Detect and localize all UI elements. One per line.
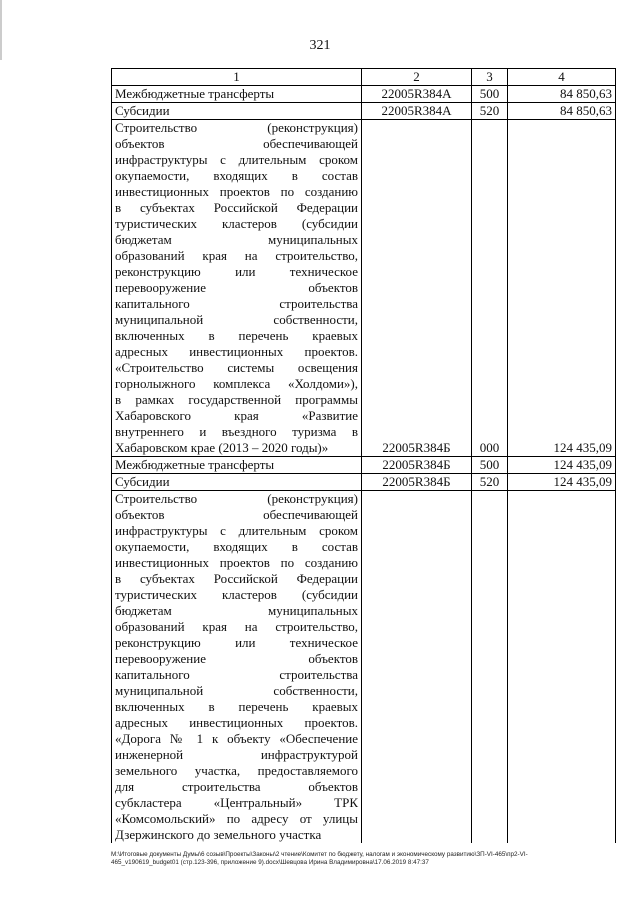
- row-amount: 124 435,09: [508, 120, 616, 457]
- table-row: [112, 103, 616, 120]
- row-type: 520: [472, 103, 508, 120]
- description-line: Субсидии: [115, 474, 170, 489]
- description-line: Субсидии: [115, 103, 170, 118]
- description-line: бюджетам муниципальных: [115, 603, 358, 618]
- description-line: реконструкцию или техническое: [115, 264, 358, 279]
- description-line: в рамках государственной программы: [115, 392, 358, 407]
- row-type: 500: [472, 457, 508, 474]
- description-line: Хабаровского края «Развитие: [115, 408, 358, 423]
- description-line: адресных инвестиционных проектов.: [115, 715, 358, 730]
- budget-table-container: [111, 68, 615, 843]
- description-line: муниципальной собственности,: [115, 683, 358, 698]
- row-amount: 84 850,63: [508, 103, 616, 120]
- footer-line-1: М:\Итоговые документы Думы\6 созыв\Проекты\Законы\2 чтение\Комитет по бюджету, налогам и экономическому развитию\ЗП-VI-465\пр2-VI-: [111, 851, 528, 858]
- header-cell-amount: 4: [508, 69, 616, 86]
- description-line: инфраструктуры с длительным сроком: [115, 152, 358, 167]
- description-line: капитального строительства: [115, 296, 358, 311]
- description-line: туристических кластеров (субсидии: [115, 587, 358, 602]
- description-line: внутреннего и въездного туризма в: [115, 424, 358, 439]
- description-line: горнолыжного комплекса «Холдоми»),: [115, 376, 358, 391]
- description-line: Дзержинского до земельного участка: [115, 827, 322, 842]
- description-line: Хабаровском крае (2013 – 2020 годы)»: [115, 440, 329, 455]
- description-line: образований края на строительство,: [115, 619, 358, 634]
- table-row: [112, 120, 616, 457]
- row-code: 22005R384Б: [362, 457, 472, 474]
- description-line: земельного участка, предоставляемого: [115, 763, 358, 778]
- row-type: [472, 491, 508, 844]
- description-line: перевооружение объектов: [115, 651, 358, 666]
- description-line: капитального строительства: [115, 667, 358, 682]
- description-line: туристических кластеров (субсидии: [115, 216, 358, 231]
- description-line: адресных инвестиционных проектов.: [115, 344, 358, 359]
- description-line: окупаемости, входящих в состав: [115, 539, 358, 554]
- page-number: 321: [309, 38, 331, 53]
- description-line: в субъектах Российской Федерации: [115, 571, 358, 586]
- row-code: [362, 491, 472, 844]
- row-description: [112, 474, 362, 491]
- table-row: [112, 457, 616, 474]
- description-line: включенных в перечень краевых: [115, 328, 358, 343]
- budget-table: [111, 68, 616, 843]
- row-description: [112, 103, 362, 120]
- description-line: окупаемости, входящих в состав: [115, 168, 358, 183]
- description-line: Строительство (реконструкция): [115, 120, 358, 135]
- description-line: бюджетам муниципальных: [115, 232, 358, 247]
- description-line: Строительство (реконструкция): [115, 491, 358, 506]
- row-amount: 124 435,09: [508, 457, 616, 474]
- row-code: 22005R384А: [362, 103, 472, 120]
- description-line: субкластера «Центральный» ТРК: [115, 795, 358, 810]
- row-type: 520: [472, 474, 508, 491]
- description-line: инженерной инфраструктурой: [115, 747, 358, 762]
- header-cell-type: 3: [472, 69, 508, 86]
- description-line: инвестиционных проектов по созданию: [115, 555, 358, 570]
- description-line: Межбюджетные трансферты: [115, 86, 275, 101]
- row-amount: 84 850,63: [508, 86, 616, 103]
- description-line: инфраструктуры с длительным сроком: [115, 523, 358, 538]
- row-amount: [508, 491, 616, 844]
- description-line: «Комсомольский» по адресу от улицы: [115, 811, 358, 826]
- description-line: образований края на строительство,: [115, 248, 358, 263]
- row-code: 22005R384А: [362, 86, 472, 103]
- description-line: включенных в перечень краевых: [115, 699, 358, 714]
- description-line: перевооружение объектов: [115, 280, 358, 295]
- description-line: объектов обеспечивающей: [115, 136, 358, 151]
- file-path-footer: [111, 851, 615, 867]
- row-type: 500: [472, 86, 508, 103]
- row-type: 000: [472, 120, 508, 457]
- description-line: реконструкцию или техническое: [115, 635, 358, 650]
- table-row: [112, 474, 616, 491]
- header-cell-name: 1: [112, 69, 362, 86]
- description-line: «Дорога № 1 к объекту «Обеспечение: [115, 731, 358, 746]
- description-line: Межбюджетные трансферты: [115, 457, 275, 472]
- row-amount: 124 435,09: [508, 474, 616, 491]
- description-line: инвестиционных проектов по созданию: [115, 184, 358, 199]
- row-code: 22005R384Б: [362, 474, 472, 491]
- description-line: объектов обеспечивающей: [115, 507, 358, 522]
- description-line: «Строительство системы освещения: [115, 360, 358, 375]
- row-code: 22005R384Б: [362, 120, 472, 457]
- description-line: в субъектах Российской Федерации: [115, 200, 358, 215]
- row-description: [112, 491, 362, 844]
- row-description: [112, 457, 362, 474]
- header-cell-code: 2: [362, 69, 472, 86]
- table-header-row: [112, 69, 616, 86]
- row-description: [112, 120, 362, 457]
- footer-line-2: 465_v190619_budget01 (стр.123-396, приложение 9).docx\Шевцова Ирина Владимировна\17.06.2019 8:47:37: [111, 859, 429, 866]
- description-line: муниципальной собственности,: [115, 312, 358, 327]
- row-description: [112, 86, 362, 103]
- description-line: для строительства объектов: [115, 779, 358, 794]
- table-row: [112, 491, 616, 844]
- table-row: [112, 86, 616, 103]
